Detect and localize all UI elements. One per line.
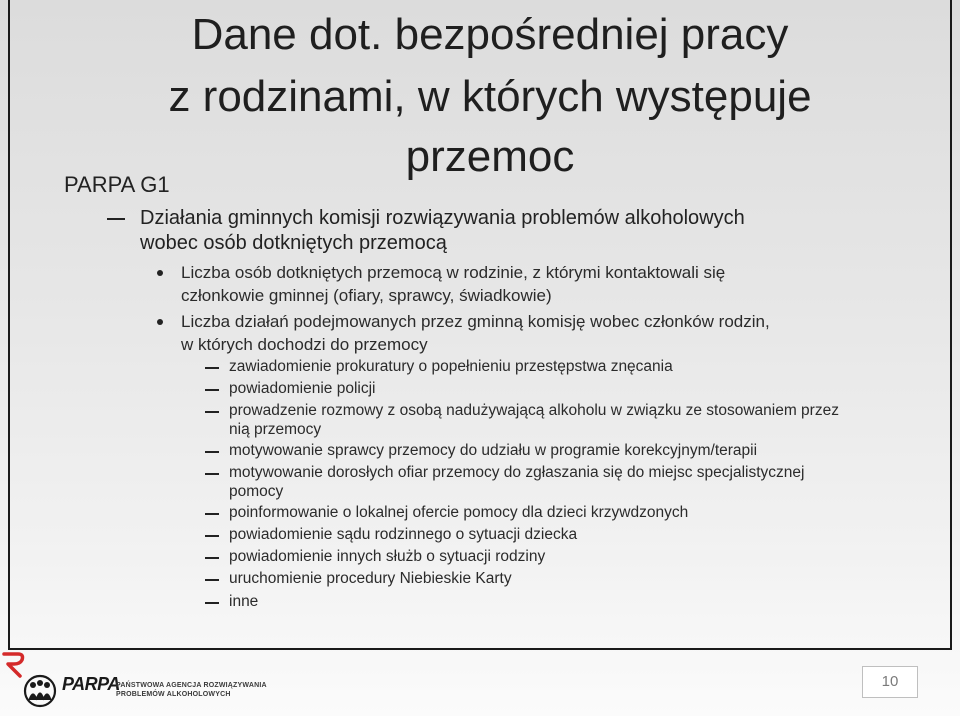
- bullet-dot: [157, 319, 163, 325]
- sub-list-item: [205, 463, 905, 501]
- slide-title: [130, 2, 850, 190]
- sub-list-item-text: motywowanie sprawcy przemocy do udziału w programie korekcyjnym/terapii: [229, 442, 758, 459]
- section-heading: PARPA G1: [64, 172, 170, 197]
- dash-marker: [205, 579, 219, 581]
- parpa-logo: [10, 652, 270, 712]
- sub-list-item-text-line-2: pomocy: [229, 483, 284, 500]
- sub-list-item: [205, 441, 905, 460]
- sub-list-item-text: inne: [229, 593, 259, 610]
- frame-line-bottom: [8, 648, 952, 650]
- sub-list-item-text: prowadzenie rozmowy z osobą nadużywającą alkoholu w związku ze stosowaniem przez: [229, 402, 839, 419]
- slide-title-line-3: przemoc: [405, 132, 575, 181]
- sub-list-item: [205, 503, 905, 522]
- dash-marker: [205, 513, 219, 515]
- dash-marker: [205, 451, 219, 453]
- slide-title-line-2: z rodzinami, w których występuje: [168, 72, 812, 121]
- bullet-item: [155, 261, 895, 307]
- bullet-item: [155, 310, 895, 356]
- dash-marker: [205, 602, 219, 604]
- dash-marker: [205, 411, 219, 413]
- sub-list-item: [205, 569, 905, 588]
- bullet-item-line-1: Liczba działań podejmowanych przez gminną komisję wobec członków rodzin,: [181, 312, 770, 331]
- bullet-item-line-1: Liczba osób dotkniętych przemocą w rodzinie, z którymi kontaktowali się: [181, 263, 726, 282]
- dash-marker: [205, 473, 219, 475]
- dash-marker: [205, 557, 219, 559]
- level1-item-continuation: [140, 231, 900, 256]
- sub-list-item-text-line-2: nią przemocy: [229, 421, 322, 438]
- agency-name-line-1: PAŃSTWOWA AGENCJA ROZWIĄZYWANIA: [116, 682, 267, 689]
- level1-item-line-1: Działania gminnych komisji rozwiązywania problemów alkoholowych: [140, 207, 745, 229]
- sub-list-item-text: zawiadomienie prokuratury o popełnieniu przestępstwa znęcania: [229, 358, 673, 375]
- bullet-dot: [157, 270, 163, 276]
- agency-name-line-2: PROBLEMÓW ALKOHOLOWYCH: [116, 691, 231, 698]
- sub-list-item: [205, 357, 905, 376]
- frame-line-right: [950, 0, 952, 650]
- page-number: 10: [862, 666, 918, 698]
- sub-list-item-text: powiadomienie sądu rodzinnego o sytuacji dziecka: [229, 526, 578, 543]
- level1-item: [107, 206, 897, 231]
- sub-list-item: [205, 401, 905, 439]
- dash-marker: [107, 218, 125, 220]
- sub-list-item-text: uruchomienie procedury Niebieskie Karty: [229, 570, 512, 587]
- people-emblem-icon: [20, 674, 60, 708]
- sub-list-item-text: poinformowanie o lokalnej ofercie pomocy dla dzieci krzywdzonych: [229, 504, 689, 521]
- sub-list-item-text: powiadomienie innych służb o sytuacji rodziny: [229, 548, 546, 565]
- sub-list-item: [205, 525, 905, 544]
- logo-text: PARPA: [62, 674, 120, 694]
- level1-item-line-2: wobec osób dotkniętych przemocą: [140, 232, 447, 254]
- dash-marker: [205, 535, 219, 537]
- sub-list-item: [205, 592, 905, 611]
- sub-list-item: [205, 379, 905, 398]
- frame-line-left: [8, 0, 10, 650]
- sub-list-item: [205, 547, 905, 566]
- dash-marker: [205, 389, 219, 391]
- bullet-item-line-2: w których dochodzi do przemocy: [181, 335, 428, 354]
- bullet-item-line-2: członkowie gminnej (ofiary, sprawcy, świadkowie): [181, 286, 552, 305]
- sub-list-item-text: motywowanie dorosłych ofiar przemocy do zgłaszania się do miejsc specjalistycznej: [229, 464, 805, 481]
- sub-list-item-text: powiadomienie policji: [229, 380, 376, 397]
- slide-title-line-1: Dane dot. bezpośredniej pracy: [191, 10, 789, 59]
- dash-marker: [205, 367, 219, 369]
